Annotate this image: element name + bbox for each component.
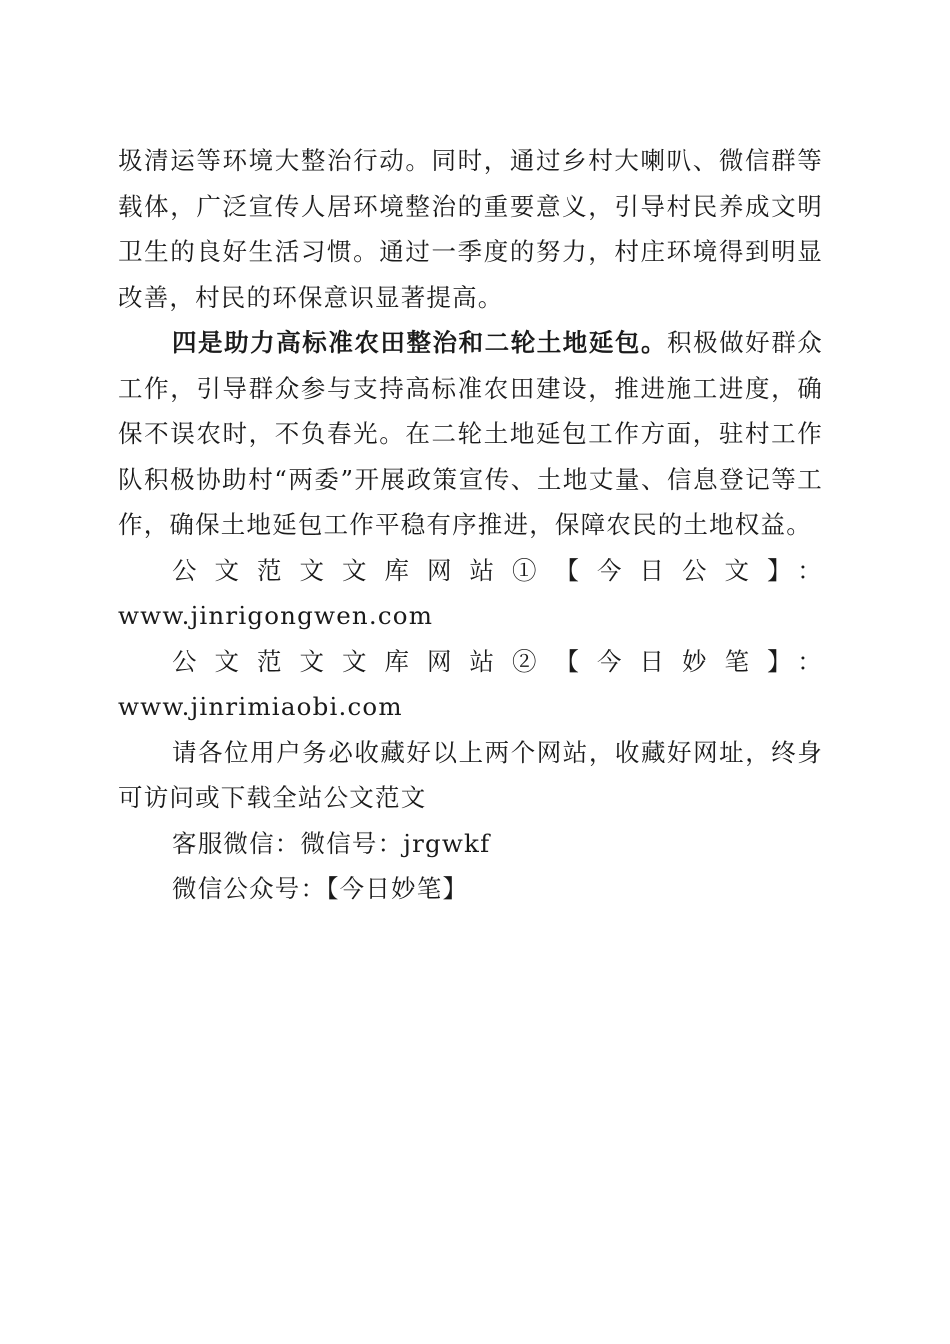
paragraph-farmland [118,320,823,548]
paragraph-environment: 圾清运等环境大整治行动。同时，通过乡村大喇叭、微信群等载体，广泛宣传人居环境整治的重要意义，引导村民养成文明卫生的良好生活习惯。通过一季度的努力，村庄环境得到明显改善，村民的环保意识显著提高。 [118,146,823,312]
footer-wechat-account: 微信公众号：【今日妙笔】 [172,874,469,903]
footer-site-1: 公文范文文库网站①【今日公文】：www.jinrigongwen.com [118,555,823,630]
footer-wechat-service: 客服微信：微信号：jrgwkf [172,828,491,858]
paragraph-body: 积极做好群众工作，引导群众参与支持高标准农田建设，推进施工进度，确保不误农时，不负春光。在二轮土地延包工作方面，驻村工作队积极协助村“两委”开展政策宣传、土地丈量、信息登记等工作，确保土地延包工作平稳有序推进，保障农民的土地权益。 [118,328,823,539]
paragraph-heading: 四是助力高标准农田整治和二轮土地延包。 [172,328,668,357]
footer-notice: 请各位用户务必收藏好以上两个网站，收藏好网址，终身可访问或下载全站公文范文 [118,737,823,812]
document-page [118,138,823,912]
footer-site-2: 公文范文文库网站②【今日妙笔】：www.jinrimiaobi.com [118,646,823,721]
